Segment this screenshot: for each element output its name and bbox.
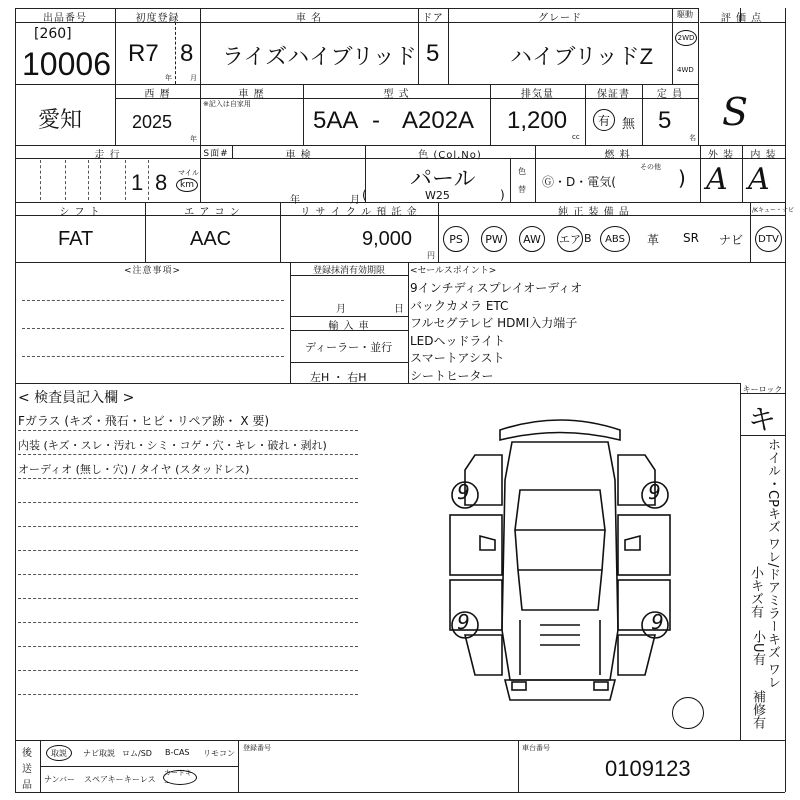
notes-line [22, 328, 284, 329]
recycle-value: 9,000 [362, 228, 413, 250]
digit-divider [40, 160, 41, 200]
rule [785, 8, 786, 792]
color-header: 色 (Col.No) [418, 150, 482, 161]
displacement-value: 1,200 [507, 107, 568, 134]
doors-value: 5 [426, 40, 440, 67]
documents-label-3: 品 [22, 780, 32, 791]
inspector-blank-line [18, 526, 358, 527]
inspector-blank-line [18, 502, 358, 503]
capacity-value: 5 [658, 107, 672, 134]
interior-header: 内 装 [750, 150, 777, 161]
model-dash: - [372, 107, 380, 134]
side-note-4: 補修有 [750, 690, 765, 729]
rule [740, 383, 741, 740]
warranty-no: 無 [622, 117, 636, 132]
exterior-header: 外 装 [707, 150, 735, 161]
doc-navi-manual: ナビ取説 [83, 749, 115, 758]
equip-navi: ナビ [719, 233, 744, 247]
inspector-rule [18, 478, 358, 479]
car-diagram [440, 410, 680, 710]
drive-header: 駆動 [677, 10, 693, 19]
doc-rom-sd: ロム/SD [122, 749, 152, 758]
displacement-header: 排気量 [521, 89, 554, 100]
digit-divider [88, 160, 89, 200]
rule [750, 202, 751, 262]
inspector-blank-line [18, 646, 358, 647]
equip-leather: 革 [647, 233, 660, 247]
equip-aw: AW [519, 226, 545, 252]
capacity-header: 定 員 [656, 89, 684, 100]
sales-point-item: シートヒーター [410, 368, 494, 383]
year-unit: 年 [190, 135, 197, 143]
lot-header: 出品番号 [43, 13, 87, 24]
side-note-3: 小U有 [750, 630, 765, 666]
side-note-1: ホイル・CPキズ ワレ/ドアミラーキズ ワレ [765, 438, 780, 689]
first-reg-year-unit: 年 [165, 74, 172, 82]
sales-point-item: LEDヘッドライト [410, 333, 506, 348]
equip-aircon: エア [557, 226, 583, 252]
capacity-unit: 名 [689, 134, 696, 142]
warranty-header: 保証書 [597, 89, 630, 100]
tire-mark-fl: 9 [457, 610, 470, 634]
inspector-line-1: Fガラス (キズ・飛石・ヒビ・リペア跡・ X 要) [18, 414, 270, 428]
rule [238, 740, 239, 792]
rule [40, 766, 238, 767]
digit-divider [125, 160, 126, 200]
inspection-header: 車 検 [285, 150, 312, 161]
fuel-options: Ⓖ・D・電気( [542, 175, 616, 189]
color-sub-1: 色 [518, 167, 526, 176]
doors-header: ドア [422, 13, 444, 24]
inspection-month: 月 [350, 195, 360, 206]
recycle-unit: 円 [427, 251, 435, 260]
doc-remote: リモコン [203, 749, 235, 758]
doc-manual: 取説 [46, 745, 72, 761]
tire-mark-rr: 9 [648, 480, 661, 504]
lot-number: 10006 [22, 46, 111, 82]
reg-deadline-header: 登録抹消有効期限 [312, 266, 385, 276]
import-header: 輸 入 車 [328, 321, 370, 332]
side-note-2: 小キズ有 [748, 566, 763, 618]
rule [698, 8, 699, 145]
inspector-line-3: オーディオ (無し・穴) / タイヤ (スタッドレス) [18, 463, 250, 476]
recycle-header: リ サ イ ク ル 預 託 金 [300, 207, 418, 218]
equip-b: B [584, 232, 592, 245]
interior-value: A [748, 162, 770, 197]
rule [408, 262, 409, 383]
notes-line [22, 356, 284, 357]
rule [15, 8, 16, 792]
reg-deadline-day: 日 [394, 304, 404, 315]
score-header: 評 価 点 [720, 13, 763, 24]
reg-deadline-month: 月 [336, 304, 346, 315]
first-reg-month: 8 [180, 40, 194, 67]
grade-value: ハイブリッドZ [510, 44, 654, 69]
inspector-blank-line [18, 694, 358, 695]
color-name: パール [410, 166, 476, 191]
color-paren-open: ( [362, 188, 367, 202]
sales-points-header: <セールスポイント> [410, 266, 497, 276]
displacement-unit: cc [572, 133, 580, 141]
rule [290, 362, 408, 363]
sales-point-item: バックカメラ ETC [410, 298, 509, 313]
import-dealer: ディーラー・並行 [305, 341, 393, 354]
rule [175, 22, 176, 84]
model-prefix: 5AA [313, 107, 359, 134]
digit-divider [65, 160, 66, 200]
documents-label-1: 後 [22, 748, 32, 759]
key-lock-value: キ [748, 403, 777, 436]
mileage-digit-2: 8 [155, 170, 168, 195]
color-code: W25 [425, 189, 450, 202]
reg-no-header: 登録番号 [243, 744, 271, 752]
inspector-blank-line [18, 598, 358, 599]
aircon-header: エ ア コ ン [184, 207, 241, 218]
key-lock-header: キーロック [742, 385, 783, 394]
navi-sub-header: /Kキュー・ナビ [752, 207, 794, 214]
fuel-header: 燃 料 [604, 150, 631, 161]
tire-mark-rl: 9 [457, 480, 470, 504]
sh-header: S面# [203, 149, 229, 159]
inspector-line-2: 内装 (キズ・スレ・汚れ・シミ・コゲ・穴・キレ・破れ・剥れ) [18, 439, 327, 452]
rule [115, 8, 116, 145]
rule [40, 740, 41, 792]
history-sub: ※記入は自家用 [203, 100, 251, 108]
import-handle: 左H ・ 右H [310, 371, 367, 384]
doc-number: ナンバー [44, 775, 76, 784]
notes-header: <注意事項> [123, 266, 182, 276]
mileage-mile: マイル [178, 169, 199, 177]
mileage-digit-1: 1 [131, 170, 144, 195]
tire-mark-fr: 9 [651, 610, 664, 634]
aircon-value: AAC [190, 228, 232, 250]
mileage-header: 走 行 [94, 150, 121, 161]
model-code: A202A [402, 107, 475, 134]
sales-point-item: フルセグテレビ HDMI入力端子 [410, 316, 578, 330]
car-name-header: 車 名 [295, 13, 323, 24]
notes-line [22, 300, 284, 301]
documents-label-2: 送 [22, 764, 32, 775]
equip-pw: PW [481, 226, 507, 252]
rule [518, 740, 519, 792]
inspector-rule [18, 430, 358, 431]
inspector-header: < 検査員記入欄 > [18, 390, 135, 406]
fuel-other: その他 [640, 163, 661, 171]
mileage-km: km [176, 178, 198, 192]
equipment-header: 純 正 装 備 品 [558, 207, 630, 218]
first-reg-era: R7 [128, 40, 159, 67]
equip-dtv: DTV [755, 226, 782, 252]
score-value: S [722, 90, 749, 134]
sales-point-item: スマートアシスト [410, 351, 505, 365]
doc-card-key: カードキー [163, 770, 197, 785]
rule [510, 158, 511, 202]
history-header: 車 歴 [238, 89, 265, 100]
region-header: 西 暦 [144, 89, 171, 100]
rule [15, 792, 785, 793]
equip-ps: PS [443, 226, 469, 252]
model-header: 型 式 [383, 89, 410, 100]
shift-header: シ フ ト [59, 207, 101, 218]
doc-spare-key: スペアキー [84, 775, 124, 784]
car-name: ライズハイブリッド [222, 44, 417, 69]
equip-sr: SR [683, 231, 699, 245]
equip-abs: ABS [600, 226, 630, 252]
region-value: 愛知 [38, 107, 83, 132]
color-sub-2: 替 [518, 185, 526, 194]
inspector-rule [18, 454, 358, 455]
rule [15, 383, 740, 384]
warranty-yes: 有 [593, 109, 615, 131]
rule [15, 740, 785, 741]
digit-divider [148, 160, 149, 200]
fuel-close: ) [678, 166, 686, 190]
inspector-blank-line [18, 670, 358, 671]
chassis-number: 0109123 [605, 756, 691, 781]
sales-point-item: 9インチディスプレイオーディオ [410, 281, 583, 295]
grade-header: グレード [538, 13, 582, 24]
shift-value: FAT [58, 228, 94, 250]
first-reg-header: 初度登録 [135, 13, 180, 24]
inspector-blank-line [18, 574, 358, 575]
doc-keyless: キーレス [124, 775, 156, 784]
digit-divider [100, 160, 101, 200]
doc-bcas: B-CAS [165, 748, 190, 757]
first-reg-month-unit: 月 [190, 74, 197, 82]
year-value: 2025 [132, 112, 173, 132]
inspection-year: 年 [290, 195, 300, 206]
color-paren-close: ) [500, 188, 505, 202]
chassis-no-header: 車台番号 [522, 744, 550, 752]
exterior-value: A [706, 162, 728, 197]
inspector-blank-line [18, 550, 358, 551]
inspector-blank-line [18, 622, 358, 623]
blank-circle [672, 697, 704, 729]
lot-prefix: [260] [34, 26, 72, 42]
drive-2wd-circle: 2WD [675, 30, 697, 46]
drive-4wd: 4WD [677, 66, 694, 74]
